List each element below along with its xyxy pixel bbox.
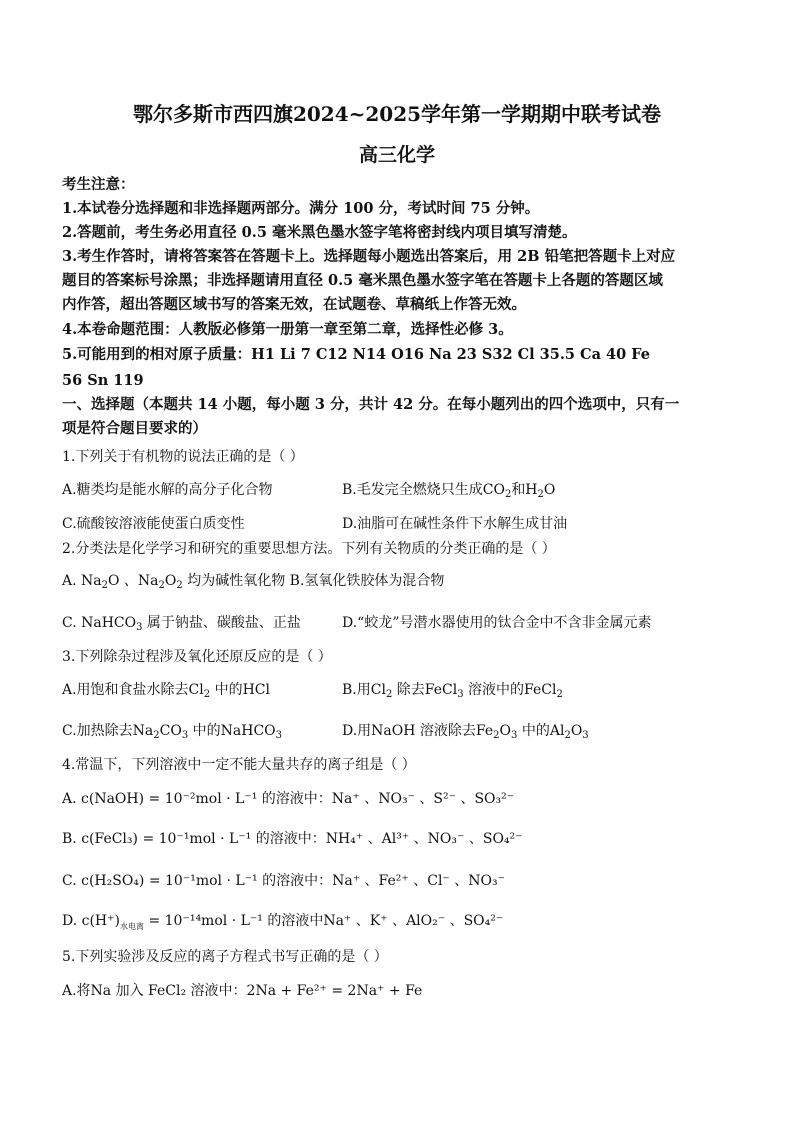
q1-option-a: A.糖类均是能水解的高分子化合物 — [62, 482, 273, 498]
q3-stem: 3.下列除杂过程涉及氧化还原反应的是（ ） — [62, 649, 332, 665]
q4-d-text: = 10⁻¹⁴mol · L⁻¹ 的溶液中Na⁺ 、K⁺ 、AlO₂⁻ 、SO₄²⁻ — [144, 913, 504, 929]
q1-option-d: D.油脂可在碱性条件下水解生成甘油 — [342, 516, 568, 532]
q1-b-text: O — [543, 482, 556, 498]
q3-option-b — [342, 681, 563, 704]
q4-option-a: A. c(NaOH) = 10⁻²mol · L⁻¹ 的溶液中：Na⁺ 、NO₃⁻ 、S²⁻ 、SO₃²⁻ — [62, 791, 515, 807]
notice-item-5: 5.可能用到的相对原子质量：H1 Li 7 C12 N14 O16 Na 23 S32 Cl 35.5 Ca 40 Fe — [62, 346, 650, 363]
subscript: 3 — [457, 689, 464, 700]
q1-b-text: B.毛发完全燃烧只生成CO — [342, 482, 505, 498]
subscript: 3 — [275, 730, 283, 741]
subscript: 2 — [556, 689, 563, 700]
q2-c-text: 属于钠盐、碳酸盐、正盐 — [142, 615, 301, 631]
q3-b-text: 除去FeCl — [392, 682, 458, 698]
q2-option-c — [62, 614, 301, 637]
subscript: 3 — [511, 730, 518, 741]
subscript: 2 — [203, 689, 211, 700]
q4-option-d — [62, 912, 503, 936]
q5-option-a: A.将Na 加入 FeCl₂ 溶液中：2Na + Fe²⁺ = 2Na⁺ + Fe — [62, 983, 423, 999]
q3-c-text: C.加热除去Na — [62, 723, 154, 739]
q2-a-text: O 、Na — [107, 573, 159, 589]
q3-d-text: 中的Al — [517, 723, 565, 739]
notice-item-3-cont: 题目的答案标号涂黑；非选择题请用直径 0.5 毫米黑色墨水签字笔在答题卡上各题的答题区域 — [62, 272, 663, 289]
q3-option-d — [342, 722, 589, 745]
notice-item-3: 3.考生作答时，请将答案答在答题卡上。选择题每小题选出答案后，用 2B 铅笔把答题卡上对应 — [62, 248, 676, 265]
q2-a-text: 均为碱性氧化物 B.氢氧化铁胶体为混合物 — [182, 573, 445, 589]
exam-title: 鄂尔多斯市西四旗2024~2025学年第一学期期中联考试卷 — [132, 102, 662, 126]
q3-c-text: 中的NaHCO — [188, 723, 276, 739]
subscript: 2 — [537, 489, 544, 500]
q1-b-text: 和H — [511, 482, 538, 498]
notice-item-2: 2.答题前，考生务必用直径 0.5 毫米黑色墨水签字笔将密封线内项目填写清楚。 — [62, 224, 577, 241]
q2-option-d: D.“蛟龙”号潜水器使用的钛合金中不含非金属元素 — [342, 615, 652, 631]
section-heading: 一、选择题（本题共 14 小题，每小题 3 分，共计 42 分。在每小题列出的四个选项中，只有一 — [62, 396, 680, 413]
q3-option-c — [62, 722, 282, 745]
notice-item-3-cont2: 内作答，超出答题区域书写的答案无效，在试题卷、草稿纸上作答无效。 — [62, 296, 526, 313]
subscript: 2 — [385, 689, 393, 700]
subscript: 3 — [582, 730, 589, 741]
q2-option-a-b — [62, 572, 444, 595]
q4-option-b: B. c(FeCl₃) = 10⁻¹mol · L⁻¹ 的溶液中：NH₄⁺ 、Al³⁺ 、NO₃⁻ 、SO₄²⁻ — [62, 831, 523, 847]
q4-d-text: D. c(H⁺) — [62, 913, 120, 929]
q3-b-text: B.用Cl — [342, 682, 386, 698]
q3-c-text: CO — [159, 723, 182, 739]
q4-d-small-label: 水电离 — [120, 922, 144, 931]
q3-d-text: O — [570, 723, 583, 739]
q3-option-a — [62, 681, 270, 704]
notice-heading: 考生注意： — [62, 176, 135, 193]
q2-stem: 2.分类法是化学学习和研究的重要思想方法。下列有关物质的分类正确的是（ ） — [62, 541, 556, 557]
q2-a-text: A. Na — [62, 573, 102, 589]
section-heading-cont: 项是符合题目要求的） — [62, 420, 207, 437]
q1-stem: 1.下列关于有机物的说法正确的是（ ） — [62, 449, 304, 465]
q5-stem: 5.下列实验涉及反应的离子方程式书写正确的是（ ） — [62, 949, 388, 965]
q3-a-text: A.用饱和食盐水除去Cl — [62, 682, 204, 698]
q3-a-text: 中的HCl — [210, 682, 270, 698]
notice-item-1: 1.本试卷分选择题和非选择题两部分。满分 100 分，考试时间 75 分钟。 — [62, 200, 540, 217]
subscript: 2 — [564, 730, 571, 741]
q4-option-c: C. c(H₂SO₄) = 10⁻¹mol · L⁻¹ 的溶液中：Na⁺ 、Fe²⁺ 、Cl⁻ 、NO₃⁻ — [62, 873, 505, 889]
q3-d-text: D.用NaOH 溶液除去Fe — [342, 723, 494, 739]
subscript: 2 — [158, 580, 165, 591]
subscript: 2 — [493, 730, 500, 741]
subscript: 2 — [101, 580, 108, 591]
notice-item-4: 4.本卷命题范围：人教版必修第一册第一章至第二章，选择性必修 3。 — [62, 321, 513, 338]
q2-c-text: C. NaHCO — [62, 615, 137, 631]
q4-stem: 4.常温下，下列溶液中一定不能大量共存的离子组是（ ） — [62, 757, 416, 773]
q3-b-text: 溶液中的FeCl — [463, 682, 557, 698]
q3-d-text: O — [499, 723, 512, 739]
exam-subtitle: 高三化学 — [358, 144, 435, 166]
subscript: 3 — [181, 730, 189, 741]
subscript: 2 — [176, 580, 183, 591]
subscript: 2 — [153, 730, 160, 741]
subscript: 3 — [136, 622, 143, 633]
q1-option-c: C.硫酸铵溶液能使蛋白质变性 — [62, 516, 245, 532]
q1-option-b — [342, 481, 555, 504]
q2-a-text: O — [164, 573, 177, 589]
subscript: 2 — [504, 489, 512, 500]
notice-item-5-cont: 56 Sn 119 — [62, 372, 144, 389]
